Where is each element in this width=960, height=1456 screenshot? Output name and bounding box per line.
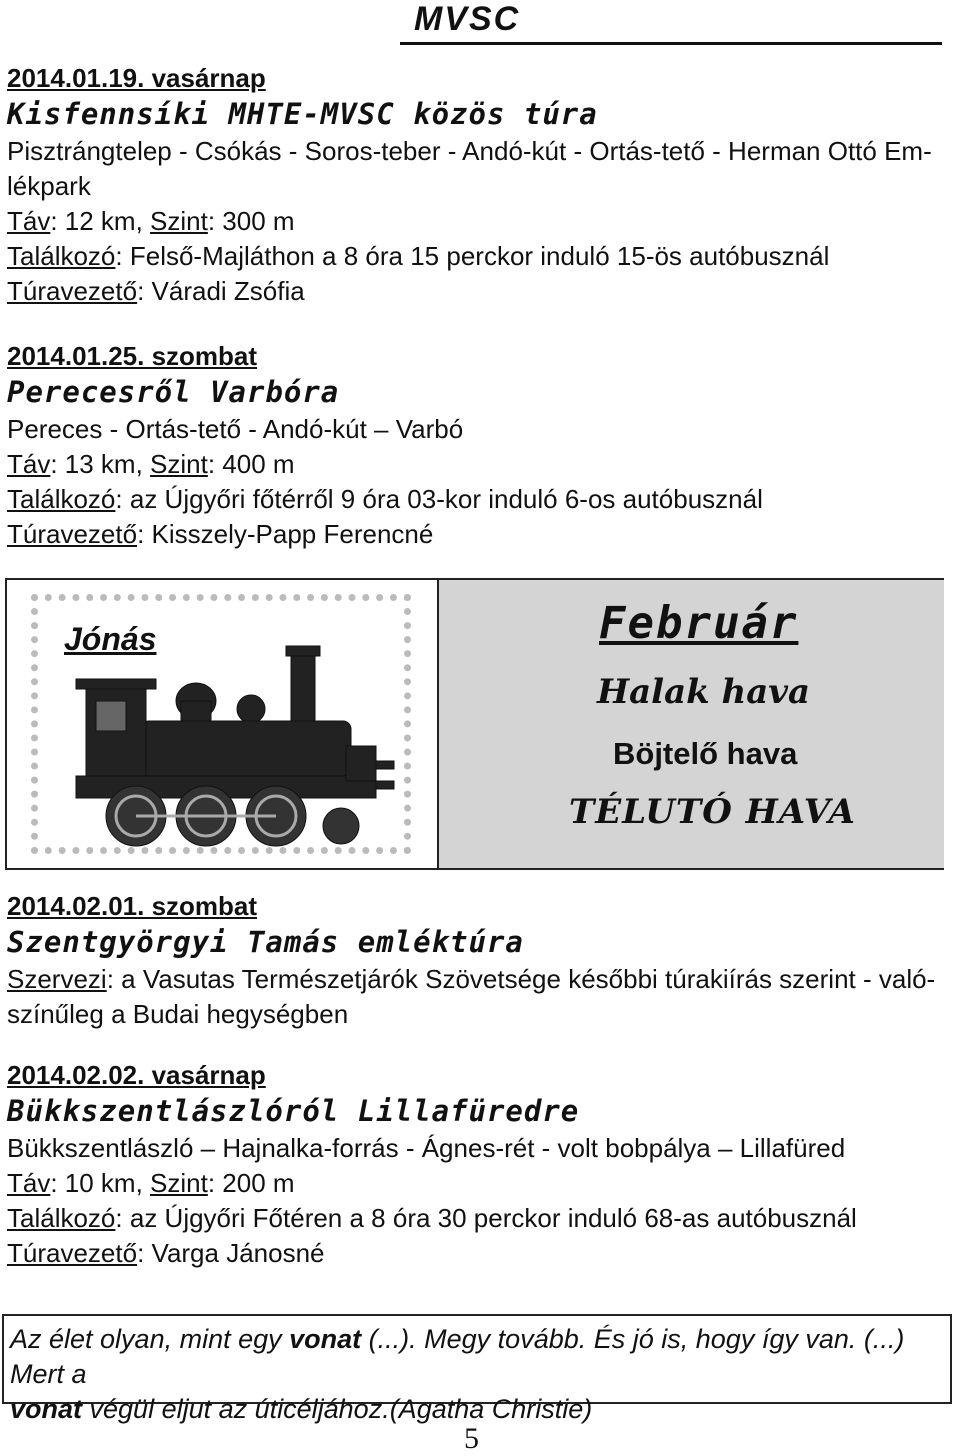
month-title: Február: [599, 598, 799, 649]
quote-text-3: végül eljut az úticéljához.(Agatha Christie): [82, 1394, 593, 1424]
event-3: [7, 890, 947, 1032]
event-route: Pisztrángtelep - Csókás - Soros-teber - Andó-kút - Ortás-tető - Herman Ottó Em-: [7, 136, 932, 166]
event-date: 2014.02.02. vasárnap: [7, 1060, 266, 1090]
month-names-panel: [437, 580, 944, 868]
distance-value: : 12 km,: [50, 206, 151, 236]
event-date: 2014.02.01. szombat: [7, 891, 258, 921]
month-name-teluto: TÉLUTÓ HAVA: [569, 792, 856, 832]
elevation-value: : 400 m: [207, 449, 295, 479]
leader-value: : Kisszely-Papp Ferencné: [137, 519, 434, 549]
event-route: Pereces - Ortás-tető - Andó-kút – Varbó: [7, 414, 464, 444]
meeting-value: : az Újgyőri főtérről 9 óra 03-kor induló 6-os autóbusznál: [115, 484, 763, 514]
event-leader: [7, 517, 947, 552]
event-4: [7, 1059, 947, 1271]
month-feature-box: [5, 578, 944, 870]
distance-label: Táv: [7, 449, 51, 479]
elevation-label: Szint: [150, 206, 208, 236]
elevation-value: : 200 m: [207, 1168, 295, 1198]
event-2: [7, 340, 947, 552]
locomotive-stamp: [31, 594, 411, 854]
event-1: [7, 62, 947, 309]
event-route-cont: lékpark: [7, 171, 91, 201]
event-distance: [7, 204, 947, 239]
event-distance: [7, 1166, 947, 1201]
quote-bold-2: vonat: [10, 1394, 83, 1424]
meeting-value: : Felső-Majláthon a 8 óra 15 perckor induló 15-ös autóbusznál: [115, 241, 830, 271]
elevation-label: Szint: [150, 1168, 208, 1198]
meeting-label: Találkozó: [7, 241, 116, 271]
organizer-value: : a Vasutas Természetjárók Szövetsége későbbi túrakiírás szerint - való-: [106, 964, 936, 994]
event-leader: [7, 274, 947, 309]
leader-value: : Váradi Zsófia: [137, 276, 305, 306]
meeting-label: Találkozó: [7, 1203, 116, 1233]
leader-label: Túravezető: [7, 519, 138, 549]
distance-label: Táv: [7, 206, 51, 236]
elevation-label: Szint: [150, 449, 208, 479]
page-number: 5: [464, 1422, 479, 1455]
header-rule: [400, 42, 942, 45]
event-meeting: [7, 1201, 947, 1236]
quote-text-2: (...). Megy tovább. És jó is, hogy így van. (...) Mert a: [10, 1324, 905, 1389]
event-organizer-cont: színűleg a Budai hegységben: [7, 999, 349, 1029]
leader-label: Túravezető: [7, 1238, 138, 1268]
event-leader: [7, 1236, 947, 1271]
meeting-value: : az Újgyőri Főtéren a 8 óra 30 perckor induló 68-as autóbusznál: [115, 1203, 857, 1233]
distance-value: : 13 km,: [50, 449, 151, 479]
organizer-label: Szervezi: [7, 964, 107, 994]
event-distance: [7, 447, 947, 482]
event-title: Perecesről Varbóra: [7, 375, 340, 409]
event-organizer: [7, 962, 947, 997]
month-name-halak: Halak hava: [597, 672, 811, 712]
event-date: 2014.01.19. vasárnap: [7, 63, 266, 93]
distance-value: : 10 km,: [50, 1168, 151, 1198]
month-name-bojtelo: Böjtelő hava: [613, 736, 798, 771]
leader-value: : Varga Jánosné: [137, 1238, 325, 1268]
distance-label: Táv: [7, 1168, 51, 1198]
elevation-value: : 300 m: [207, 206, 295, 236]
page-header-title: MVSC: [414, 0, 521, 38]
event-route: Bükkszentlászló – Hajnalka-forrás - Ágnes-rét - volt bobpálya – Lillafüred: [7, 1133, 846, 1163]
event-meeting: [7, 482, 947, 517]
event-title: Kisfennsíki MHTE-MVSC közös túra: [7, 97, 598, 131]
event-title: Bükkszentlászlóról Lillafüredre: [7, 1094, 580, 1128]
meeting-label: Találkozó: [7, 484, 116, 514]
quote-bold-1: vonat: [289, 1324, 362, 1354]
event-title: Szentgyörgyi Tamás emléktúra: [7, 925, 524, 959]
leader-label: Túravezető: [7, 276, 138, 306]
event-date: 2014.01.25. szombat: [7, 341, 258, 371]
steam-locomotive-icon: [46, 631, 398, 861]
quote-text-1: Az élet olyan, mint egy: [10, 1324, 290, 1354]
quote-box: [2, 1314, 952, 1424]
stamp-caption: Jónás: [64, 621, 157, 657]
event-meeting: [7, 239, 947, 274]
